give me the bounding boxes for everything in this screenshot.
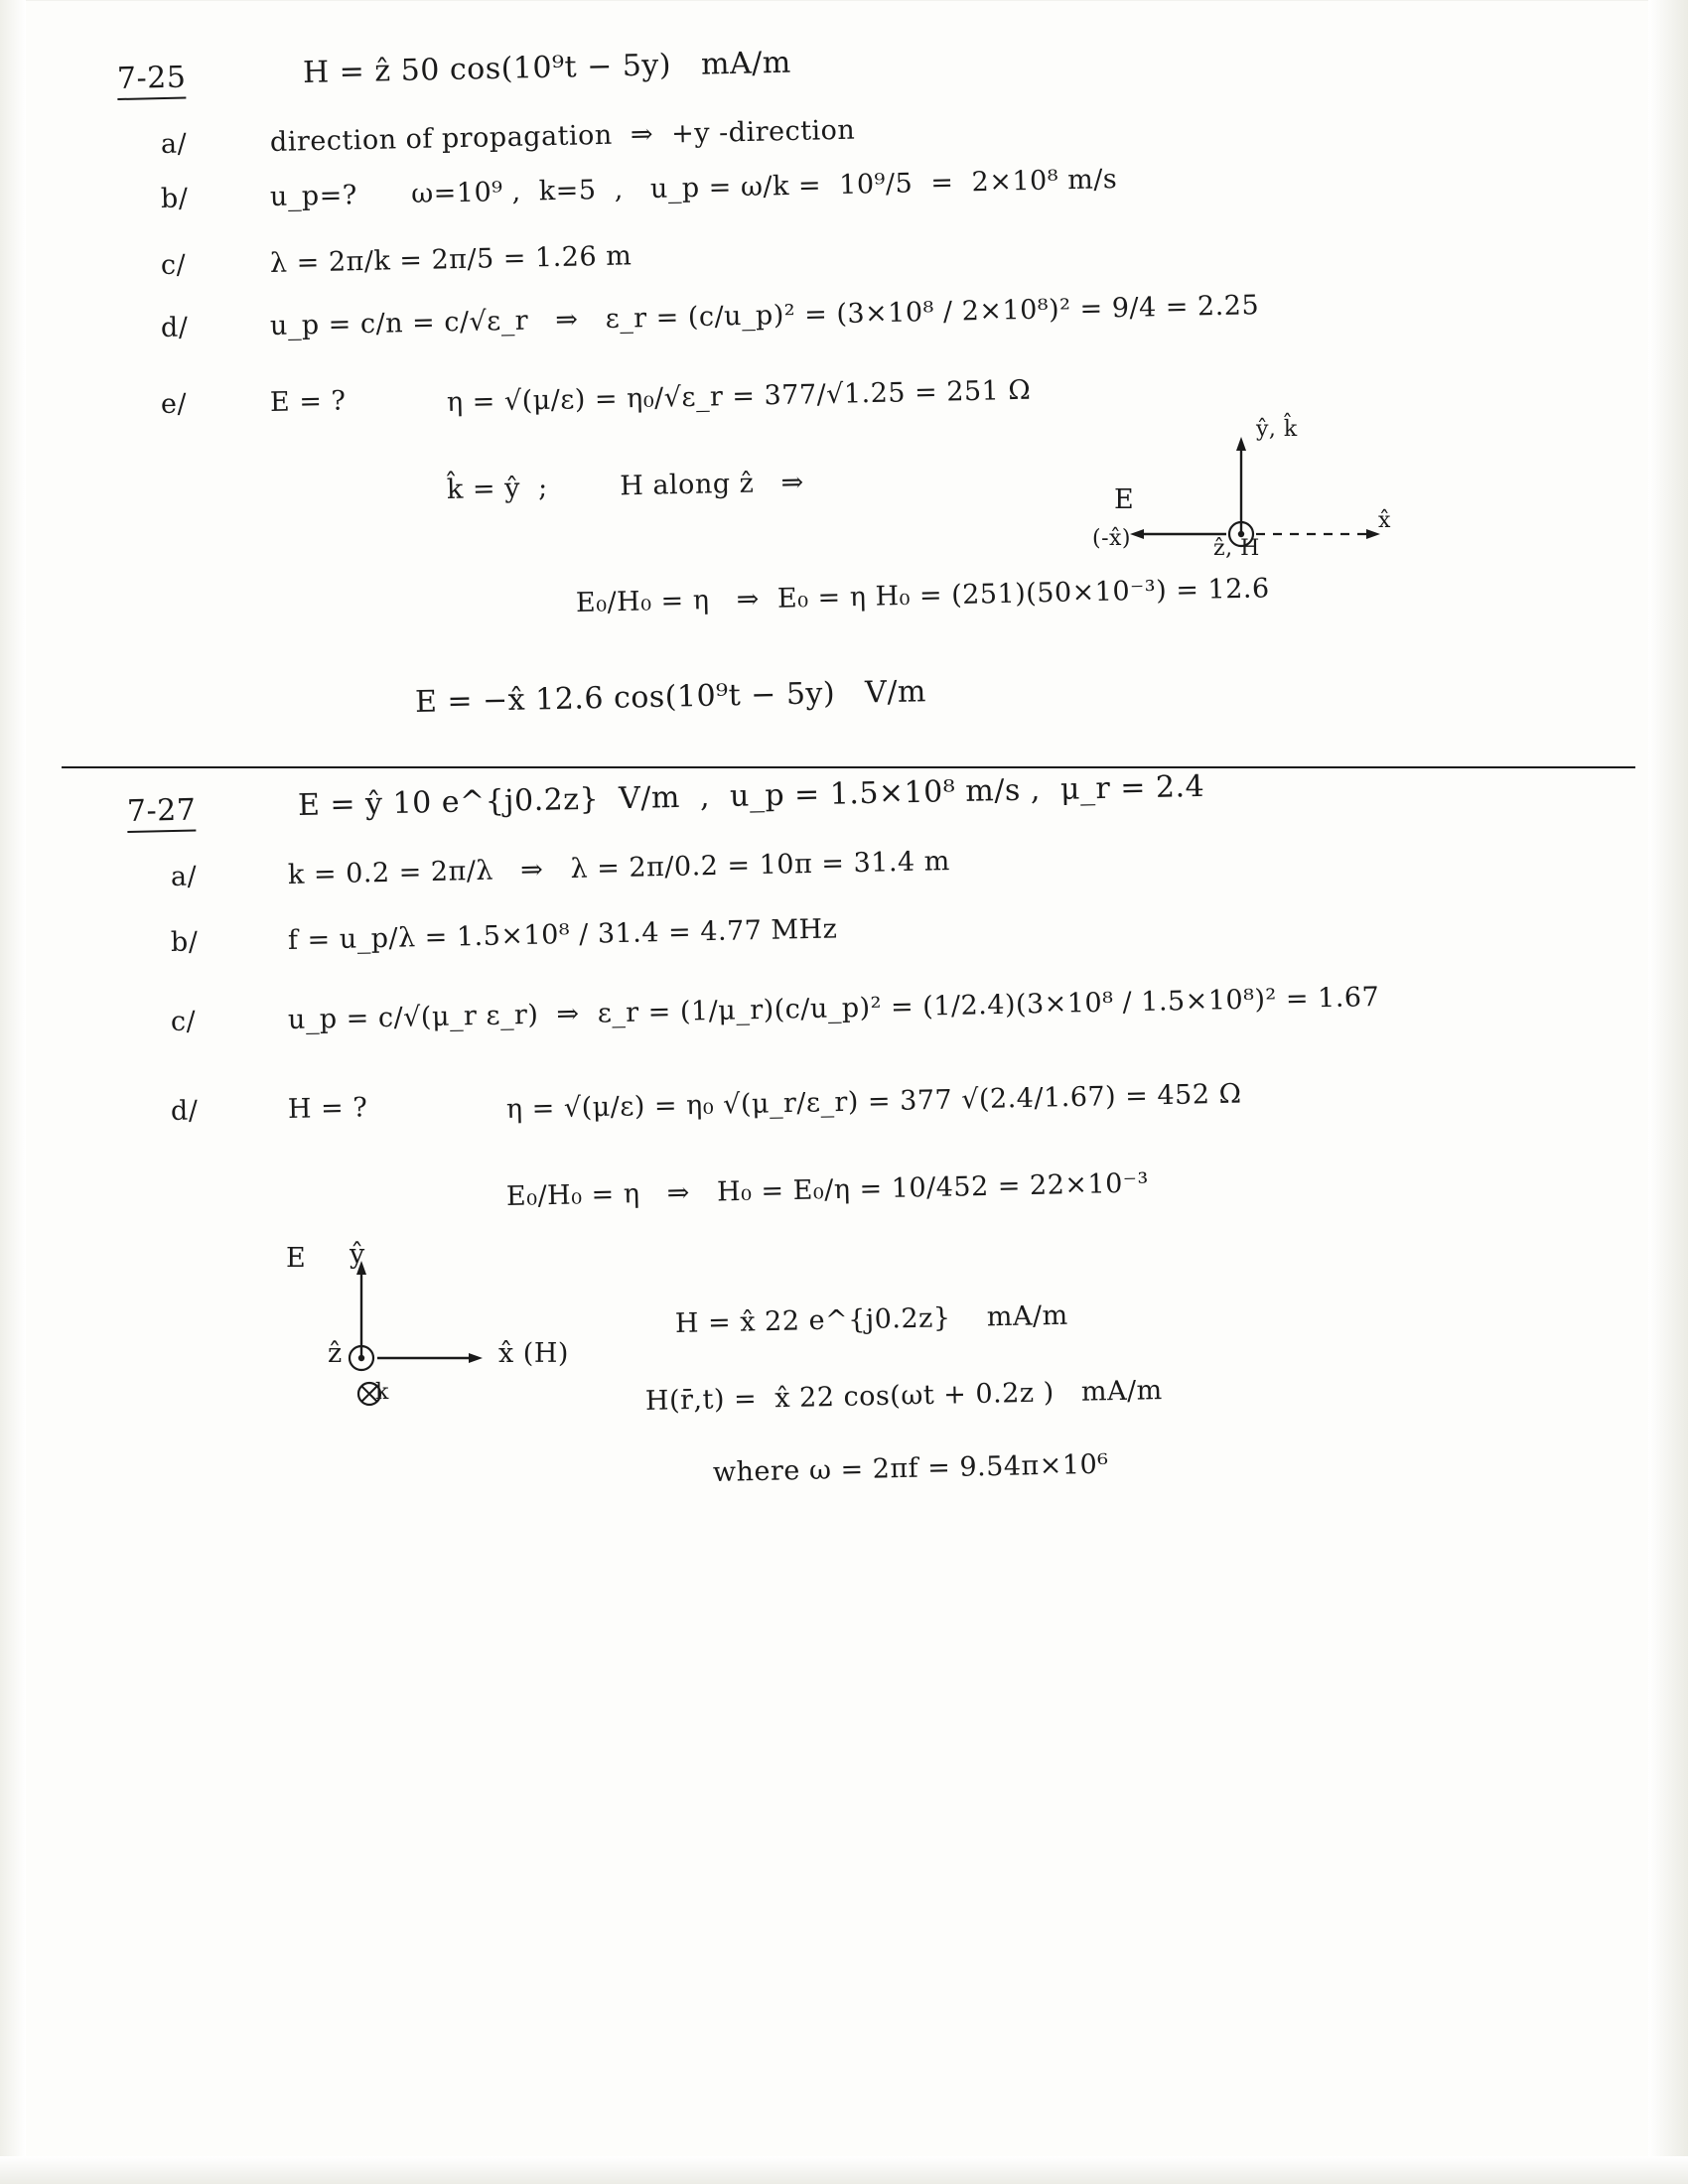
problem1-part-e-label: e/ [160,388,188,420]
problem2-part-c-text: u_p = c/√(μ_r ε_r) ⇒ ε_r = (1/μ_r)(c/u_p)² = (1/2.4)(3×10⁸ / 1.5×10⁸)² = 1.67 [287,981,1380,1035]
problem1-y-k-label: ŷ, k̂ [1256,417,1298,442]
problem1-part-b-text: u_p=? ω=10⁹ , k=5 , u_p = ω/k = 10⁹/5 = 2×10⁸ m/s [269,164,1118,212]
problem2-e-label: E [286,1243,307,1274]
problem1-final-answer: E = −x̂ 12.6 cos(10⁹t − 5y) V/m [414,674,927,720]
problem1-e-label: E [1114,484,1135,515]
problem1-part-a-text: direction of propagation ⇒ +y -direction [269,114,856,158]
problem2-part-b-text: f = u_p/λ = 1.5×10⁸ / 31.4 = 4.77 MHz [287,913,838,956]
problem2-part-a-text: k = 0.2 = 2π/λ ⇒ λ = 2π/0.2 = 10π = 31.4 m [287,846,951,890]
page-edge-bottom [0,2156,1688,2184]
problem1-e-direction-label: (-x̂) [1092,526,1132,551]
problem2-given: E = ŷ 10 e^{j0.2z} V/m , u_p = 1.5×10⁸ m/s , μ_r = 2.4 [297,768,1205,823]
problem1-x-axis-label: x̂ [1378,508,1391,533]
problem1-part-c-text: λ = 2π/k = 2π/5 = 1.26 m [269,240,633,279]
problem1-given: H = ẑ 50 cos(10⁹t − 5y) mA/m [302,45,792,90]
problem1-khat-line: k̂ = ŷ ; H along ẑ ⇒ [446,467,805,505]
problem2-part-d-text: H = ? [287,1092,368,1125]
problem2-y-label: ŷ [350,1239,365,1270]
problem-number-2: 7-27 [127,793,197,833]
problem2-h-phasor: H = x̂ 22 e^{j0.2z} mA/m [674,1299,1068,1339]
problem2-ratio-line: E₀/H₀ = η ⇒ H₀ = E₀/η = 10/452 = 22×10⁻³ [505,1167,1150,1212]
problem2-axis-diagram [266,1231,584,1410]
problem1-part-d-label: d/ [160,312,189,343]
problem1-eta-line: η = √(μ/ε) = η₀/√ε_r = 377/√1.25 = 251 Ω [446,374,1032,418]
problem-number-1: 7-25 [117,61,187,100]
section-divider [62,766,1635,768]
problem1-part-d-text: u_p = c/n = c/√ε_r ⇒ ε_r = (c/u_p)² = (3×10⁸ / 2×10⁸)² = 9/4 = 2.25 [269,290,1260,341]
problem2-part-a-label: a/ [170,861,198,892]
page-edge-right [1648,0,1688,2184]
problem2-eta-line: η = √(μ/ε) = η₀ √(μ_r/ε_r) = 377 √(2.4/1.67) = 452 Ω [505,1078,1242,1125]
page-edge-left [0,0,26,2184]
problem1-part-a-label: a/ [160,128,188,160]
problem2-h-time-domain: H(r̄,t) = x̂ 22 cos(ωt + 0.2z ) mA/m [644,1375,1164,1417]
problem2-part-d-label: d/ [170,1095,199,1127]
problem2-where-line: where ω = 2πf = 9.54π×10⁶ [712,1448,1109,1488]
problem1-part-c-label: c/ [160,249,187,281]
problem2-z-label: ẑ [328,1338,343,1369]
problem1-z-h-label: ẑ, H [1213,536,1260,561]
problem2-k-label: k [375,1380,389,1405]
problem1-ratio-line: E₀/H₀ = η ⇒ E₀ = η H₀ = (251)(50×10⁻³) = 12.6 [575,573,1270,618]
problem1-part-e-text: E = ? [269,385,347,418]
problem2-part-b-label: b/ [170,926,199,958]
problem1-part-b-label: b/ [160,183,189,214]
problem2-part-c-label: c/ [170,1006,197,1037]
problem2-x-label: x̂ (H) [498,1338,569,1369]
